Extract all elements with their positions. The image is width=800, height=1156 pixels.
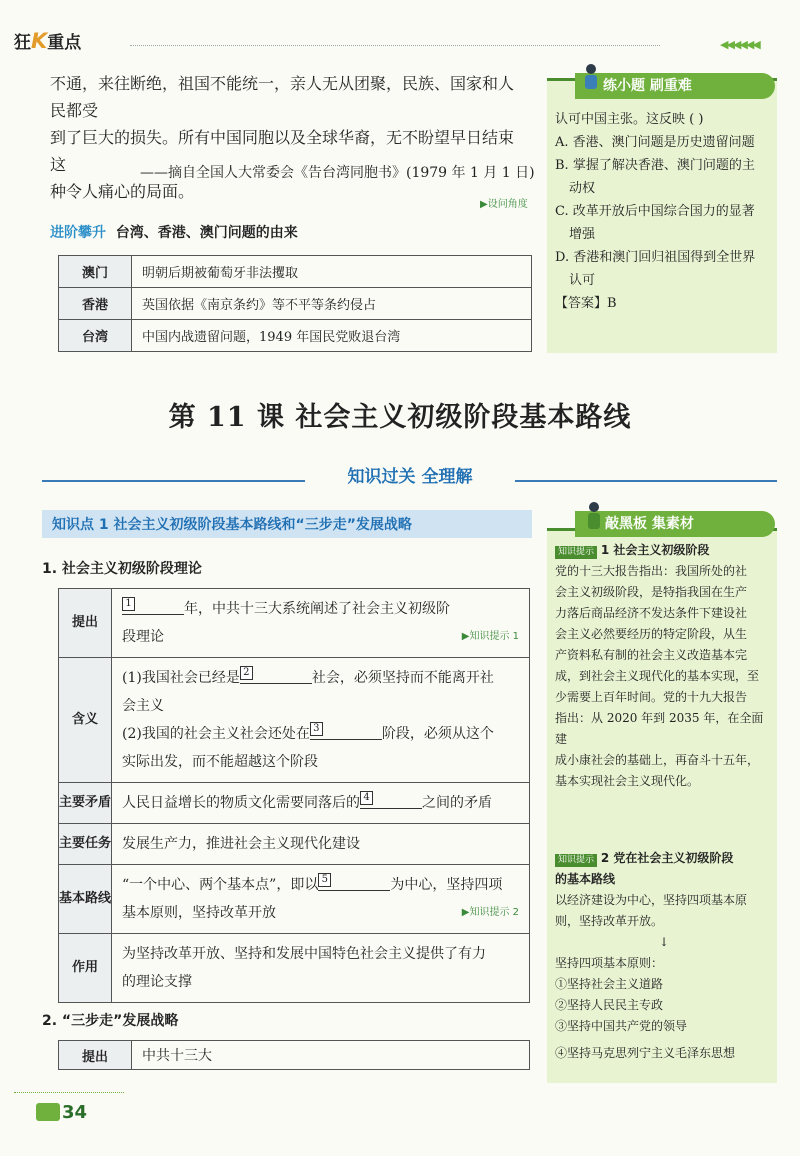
- advanced-tag: 进阶攀升: [50, 225, 106, 241]
- section-banner: 知识过关 全理解: [305, 462, 515, 492]
- tip-title-cont: 的基本路线: [555, 872, 616, 886]
- passage-line: 种令人痛心的局面。: [50, 182, 195, 201]
- tip-line: 坚持四项基本原则：: [555, 956, 664, 970]
- header-divider: [130, 45, 660, 46]
- row-header: 澳门: [59, 256, 132, 288]
- table-row: [59, 824, 530, 865]
- down-arrow-icon: ↓: [658, 935, 670, 949]
- row-header: 香港: [59, 288, 132, 320]
- row-value: 中共十三大: [132, 1041, 530, 1070]
- tip-line: 少需要上百年时间。党的十九大报告: [555, 690, 748, 704]
- table-row: [59, 1041, 530, 1070]
- row-header: 主要矛盾: [59, 783, 112, 824]
- table-row: [59, 865, 530, 934]
- table-row: [59, 783, 530, 824]
- book-logo: 狂K重点: [14, 29, 82, 53]
- excerpt-source: ——摘自全国人大常委会《告台湾同胞书》(1979 年 1 月 1 日): [140, 165, 535, 181]
- row-header: 作用: [59, 934, 112, 1003]
- row-value: “一个中心、两个基本点”，即以 5 为中心，坚持四项 基本原则，坚持改革开放 ▶知识提示 2: [112, 865, 530, 934]
- option-c-cont: 增强: [569, 227, 596, 242]
- row-value: 为坚持改革开放、坚持和发展中国特色社会主义提供了有力 的理论支撑: [112, 934, 530, 1003]
- tip-line: 则，坚持改革开放。: [555, 914, 664, 928]
- three-step-table: [58, 1040, 530, 1070]
- fill-blank[interactable]: 1: [122, 598, 184, 615]
- row-header: 提出: [59, 1041, 132, 1070]
- row-value: 发展生产力，推进社会主义现代化建设: [112, 824, 530, 865]
- table-row: [59, 934, 530, 1003]
- row-value: 1 年，中共十三大系统阐述了社会主义初级阶 段理论 ▶知识提示 1: [112, 589, 530, 658]
- book-icon: [36, 1103, 60, 1121]
- materials-heading: 敲黑板 集素材: [575, 511, 775, 537]
- fill-blank[interactable]: 4: [360, 792, 422, 809]
- ask-angle-link[interactable]: ▶设问角度: [480, 199, 528, 210]
- banner-rule-left: [42, 480, 305, 482]
- row-header: 主要任务: [59, 824, 112, 865]
- tip-line: ④坚持马克思列宁主义毛泽东思想: [555, 1046, 736, 1060]
- theory-table: [58, 588, 530, 1003]
- tip-line: 会主义必然要经历的特定阶段，从生: [555, 627, 748, 641]
- passage-line: 到了巨大的损失。所有中国同胞以及全球华裔，无不盼望早日结束这: [50, 128, 515, 174]
- tip-line: 指出：从 2020 年到 2035 年，在全面建: [555, 711, 764, 746]
- materials-body-1: [555, 540, 773, 792]
- option-d-cont: 认可: [569, 273, 596, 288]
- tip-line: 基本实现社会主义现代化。: [555, 774, 700, 788]
- row-header: 基本路线: [59, 865, 112, 934]
- row-value: (1)我国社会已经是 2 社会，必须坚持而不能离开社 会主义 (2)我国的社会主义社会还处在 3 阶段，必须从这个 实际出发，而不能超越这个阶段: [112, 658, 530, 783]
- advanced-section-title: [50, 222, 298, 242]
- fill-blank[interactable]: 5: [318, 874, 390, 891]
- knowledge-tip-tag: 知识提示: [555, 854, 597, 867]
- tip-line: 成，到社会主义现代化的基本实现，至: [555, 669, 760, 683]
- origin-table: [58, 255, 532, 352]
- exercise-line: 认可中国主张。这反映 ( ): [555, 112, 704, 127]
- table-row: [59, 658, 530, 783]
- table-row: [59, 589, 530, 658]
- option-a: A. 香港、澳门问题是历史遗留问题: [555, 135, 755, 150]
- passage-line: 不通，来往断绝，祖国不能统一，亲人无从团聚，民族、国家和人民都受: [50, 74, 515, 120]
- row-value: 人民日益增长的物质文化需要同落后的 4 之间的矛盾: [112, 783, 530, 824]
- fill-blank[interactable]: 2: [240, 667, 312, 684]
- tip-line: 党的十三大报告指出：我国所处的社: [555, 564, 748, 578]
- knowledge-tip-link[interactable]: ▶知识提示 2: [461, 907, 519, 918]
- row-value: 英国依据《南京条约》等不平等条约侵占: [132, 288, 532, 320]
- page-number: 34: [36, 1102, 87, 1123]
- banner-rule-right: [515, 480, 777, 482]
- tip-line: 成小康社会的基础上，再奋斗十五年，: [555, 753, 760, 767]
- exercise-body: [555, 108, 773, 315]
- tip-line: ③坚持中国共产党的领导: [555, 1019, 688, 1033]
- answer: 【答案】B: [555, 296, 617, 311]
- option-c: C. 改革开放后中国综合国力的显著: [555, 204, 755, 219]
- table-row: [59, 288, 532, 320]
- student-icon: [580, 62, 602, 94]
- knowledge-tip-link[interactable]: ▶知识提示 1: [461, 631, 519, 642]
- table-row: [59, 320, 532, 352]
- teacher-icon: [583, 500, 605, 534]
- subsection-title-2: 2. “三步走”发展战略: [42, 1013, 179, 1029]
- tip-title: 1 社会主义初级阶段: [600, 543, 710, 557]
- header-arrows: ◀◀◀◀◀◀: [720, 38, 759, 51]
- knowledge-tip-tag: 知识提示: [555, 546, 597, 559]
- fill-blank[interactable]: 3: [310, 723, 382, 740]
- knowledge-point-title: 知识点 1 社会主义初级阶段基本路线和“三步走”发展战略: [52, 517, 412, 533]
- lesson-title: 第 11 课 社会主义初级阶段基本路线: [168, 402, 632, 433]
- tip-line: ②坚持人民民主专政: [555, 998, 664, 1012]
- tip-line: 以经济建设为中心，坚持四项基本原: [555, 893, 748, 907]
- passage: [50, 70, 528, 205]
- subsection-title-1: 1. 社会主义初级阶段理论: [42, 561, 202, 577]
- row-value: 明朝后期被葡萄牙非法攫取: [132, 256, 532, 288]
- tip-line: ①坚持社会主义道路: [555, 977, 664, 991]
- option-b: B. 掌握了解决香港、澳门问题的主: [555, 158, 755, 173]
- tip-line: 产资料私有制的社会主义改造基本完: [555, 648, 748, 662]
- advanced-heading: 台湾、香港、澳门问题的由来: [115, 225, 298, 241]
- option-b-cont: 动权: [569, 181, 596, 196]
- exercise-heading: 练小题 刷重难: [575, 73, 775, 99]
- option-d: D. 香港和澳门回归祖国得到全世界: [555, 250, 756, 265]
- footer-divider: [14, 1092, 124, 1093]
- row-header: 含义: [59, 658, 112, 783]
- table-row: [59, 256, 532, 288]
- row-header: 提出: [59, 589, 112, 658]
- tip-line: 会主义初级阶段，是特指我国在生产: [555, 585, 748, 599]
- tip-title: 2 党在社会主义初级阶段: [600, 851, 734, 865]
- row-value: 中国内战遗留问题，1949 年国民党败退台湾: [132, 320, 532, 352]
- tip-line: 力落后商品经济不发达条件下建设社: [555, 606, 748, 620]
- materials-body-2: [555, 848, 773, 1064]
- row-header: 台湾: [59, 320, 132, 352]
